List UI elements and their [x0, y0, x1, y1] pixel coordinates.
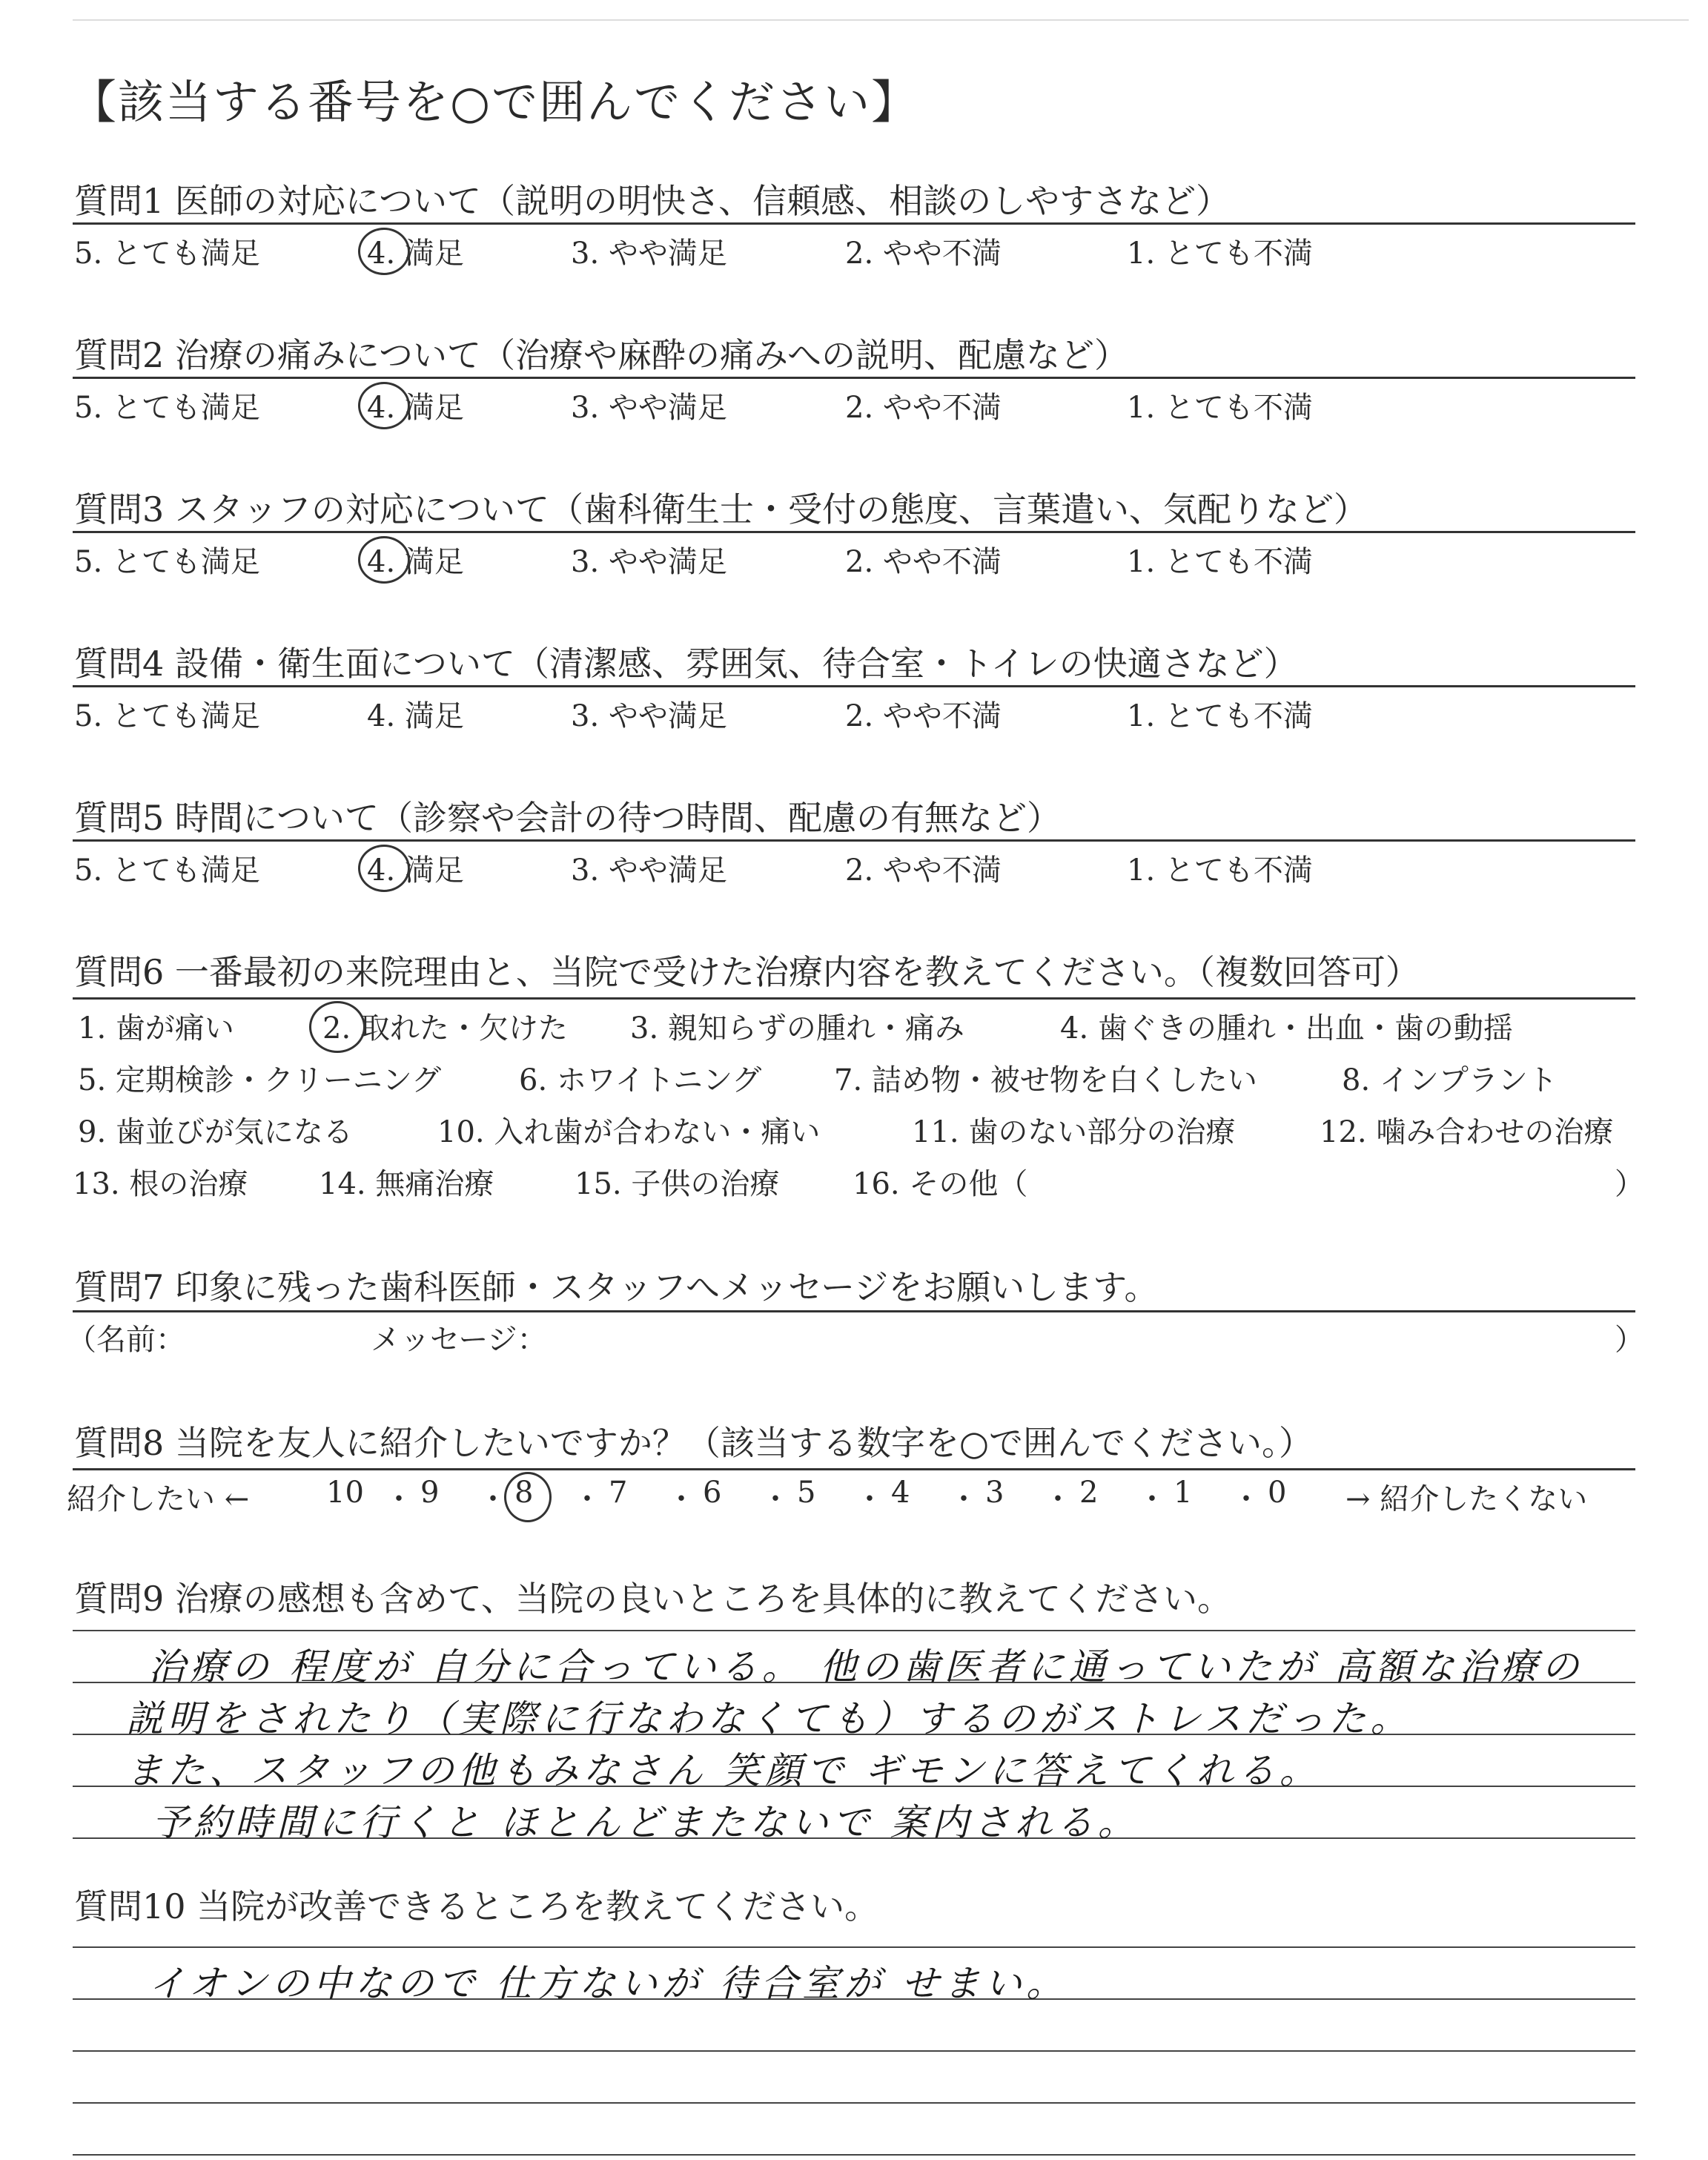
q8-scale-9: 9	[420, 1476, 440, 1510]
q8-scale-separator: ・	[666, 1482, 696, 1516]
q5-option-2: 2. やや不満	[845, 853, 1002, 888]
q8-scale-separator: ・	[1231, 1482, 1261, 1516]
page-header: 【該当する番号を○で囲んでください】	[70, 75, 919, 129]
q2-title: 質問2 治療の痛みについて（治療や麻酔の痛みへの説明、配慮など）	[74, 335, 1129, 375]
q2-option-1: 1. とても不満	[1127, 391, 1313, 425]
q8-scale-separator: ・	[478, 1482, 508, 1516]
q8-scale-separator: ・	[761, 1482, 790, 1516]
q3-option-5: 5. とても満足	[74, 545, 260, 579]
q1-option-5: 5. とても満足	[74, 237, 260, 271]
q5-selected-circle	[358, 845, 410, 892]
q9-answer-rule	[73, 1630, 1635, 1631]
q6-option-8: 8. インプラント	[1342, 1063, 1558, 1097]
q3-option-4: 4. 満足	[367, 545, 464, 579]
q9-answer-line: また、スタッフの他もみなさん 笑顔で ギモンに答えてくれる。	[126, 1749, 1321, 1792]
q5-option-5: 5. とても満足	[74, 853, 260, 888]
q4-title: 質問4 設備・衛生面について（清潔感、雰囲気、待合室・トイレの快適さなど）	[74, 644, 1298, 684]
q6-option-14: 14. 無痛治療	[319, 1167, 494, 1201]
q1-option-1: 1. とても不満	[1127, 237, 1313, 271]
q2-option-4: 4. 満足	[367, 391, 464, 425]
q2-option-2: 2. やや不満	[845, 391, 1002, 425]
q1-selected-circle	[358, 228, 410, 275]
q6-option-6: 6. ホワイトニング	[519, 1063, 762, 1097]
q8-scale-0: 0	[1268, 1476, 1287, 1510]
q8-scale-separator: ・	[1137, 1482, 1167, 1516]
q8-scale-8: 8	[514, 1476, 534, 1510]
q6-option-1: 1. 歯が痛い	[78, 1011, 234, 1046]
q6-option-11: 11. 歯のない部分の治療	[912, 1115, 1236, 1149]
q2-option-3: 3. やや満足	[571, 391, 727, 425]
q5-option-1: 1. とても不満	[1127, 853, 1313, 888]
q2-selected-circle	[358, 382, 410, 429]
q10-answer-rule	[73, 2154, 1635, 2156]
q8-scale-10: 10	[326, 1476, 364, 1510]
q7-title: 質問7 印象に残った歯科医師・スタッフへメッセージをお願いします。	[74, 1267, 1159, 1307]
q8-scale-separator: ・	[1043, 1482, 1073, 1516]
q7-rule	[73, 1310, 1635, 1312]
q3-option-3: 3. やや満足	[571, 545, 727, 579]
q5-option-4: 4. 満足	[367, 853, 464, 888]
q8-left-label: 紹介したい ←	[67, 1482, 250, 1516]
q8-scale-separator: ・	[572, 1482, 602, 1516]
q4-rule	[73, 685, 1635, 687]
q2-option-5: 5. とても満足	[74, 391, 260, 425]
q6-option-5: 5. 定期検診・クリーニング	[78, 1063, 442, 1097]
q6-rule	[73, 997, 1635, 1000]
q8-title: 質問8 当院を友人に紹介したいですか？（該当する数字を○で囲んでください。）	[74, 1423, 1314, 1463]
q8-scale-5: 5	[797, 1476, 816, 1510]
q3-selected-circle	[358, 536, 410, 584]
q4-option-4: 4. 満足	[367, 699, 464, 733]
q6-option-15: 15. 子供の治療	[575, 1167, 780, 1201]
q9-answer-line: 予約時間に行くと ほとんどまたないで 案内される。	[152, 1801, 1139, 1844]
q8-scale-separator: ・	[855, 1482, 884, 1516]
q8-scale-separator: ・	[949, 1482, 979, 1516]
q5-rule	[73, 839, 1635, 842]
top-edge-line	[73, 19, 1689, 21]
q5-option-3: 3. やや満足	[571, 853, 727, 888]
q1-title: 質問1 医師の対応について（説明の明快さ、信頼感、相談のしやすさなど）	[74, 181, 1231, 221]
q8-scale-7: 7	[609, 1476, 628, 1510]
q4-option-5: 5. とても満足	[74, 699, 260, 733]
q1-option-3: 3. やや満足	[571, 237, 727, 271]
q3-option-2: 2. やや不満	[845, 545, 1002, 579]
q8-scale-4: 4	[891, 1476, 910, 1510]
q8-scale-1: 1	[1174, 1476, 1193, 1510]
q6-selected-circle	[309, 1001, 365, 1053]
q10-title: 質問10 当院が改善できるところを教えてください。	[74, 1886, 879, 1926]
q4-option-2: 2. やや不満	[845, 699, 1002, 733]
q9-title: 質問9 治療の感想も含めて、当院の良いところを具体的に教えてください。	[74, 1579, 1231, 1619]
q10-answer-rule	[73, 1946, 1635, 1948]
q7-name-label: （名前：	[67, 1323, 185, 1357]
q8-scale-3: 3	[985, 1476, 1004, 1510]
q6-option-4: 4. 歯ぐきの腫れ・出血・歯の動揺	[1060, 1011, 1513, 1046]
q6-option-10: 10. 入れ歯が合わない・痛い	[437, 1115, 821, 1149]
q3-title: 質問3 スタッフの対応について（歯科衛生士・受付の態度、言葉遣い、気配りなど）	[74, 489, 1368, 529]
q1-option-2: 2. やや不満	[845, 237, 1002, 271]
q4-option-3: 3. やや満足	[571, 699, 727, 733]
q10-answer-rule	[73, 2102, 1635, 2104]
q7-message-label: メッセージ：	[371, 1323, 547, 1357]
q6-title: 質問6 一番最初の来院理由と、当院で受けた治療内容を教えてください。（複数回答可）	[74, 952, 1420, 992]
q8-rule	[73, 1468, 1635, 1470]
q3-option-1: 1. とても不満	[1127, 545, 1313, 579]
q6-option-16: 16. その他（	[853, 1167, 1028, 1201]
q3-rule	[73, 531, 1635, 533]
q8-scale-separator: ・	[384, 1482, 414, 1516]
q10-answer-line: イオンの中なので 仕方ないが 待合室が せまい。	[148, 1962, 1068, 2005]
q6-option-12: 12. 噛み合わせの治療	[1320, 1115, 1614, 1149]
q6-option-13: 13. 根の治療	[73, 1167, 248, 1201]
q4-option-1: 1. とても不満	[1127, 699, 1313, 733]
q8-selected-circle	[504, 1472, 552, 1522]
q6-option-7: 7. 詰め物・被せ物を白くしたい	[834, 1063, 1257, 1097]
q8-scale-6: 6	[703, 1476, 722, 1510]
q1-option-4: 4. 満足	[367, 237, 464, 271]
q9-answer-line: 治療の 程度が 自分に合っている。 他の歯医者に通っていたが 高額な治療の	[148, 1645, 1583, 1688]
q6-option-3: 3. 親知らずの腫れ・痛み	[630, 1011, 964, 1046]
q5-title: 質問5 時間について（診察や会計の待つ時間、配慮の有無など）	[74, 798, 1061, 838]
q10-answer-rule	[73, 2050, 1635, 2052]
q9-answer-line: 説明をされたり（実際に行なわなくても）するのがストレスだった。	[126, 1697, 1412, 1740]
q8-right-label: → 紹介したくない	[1345, 1482, 1588, 1516]
q8-scale-2: 2	[1079, 1476, 1099, 1510]
q7-close: ）	[1615, 1323, 1644, 1357]
q1-rule	[73, 222, 1635, 225]
q6-option-2: 2. 取れた・欠けた	[322, 1011, 568, 1046]
q6-other-close: ）	[1615, 1167, 1644, 1201]
q6-option-9: 9. 歯並びが気になる	[78, 1115, 353, 1149]
q2-rule	[73, 377, 1635, 379]
